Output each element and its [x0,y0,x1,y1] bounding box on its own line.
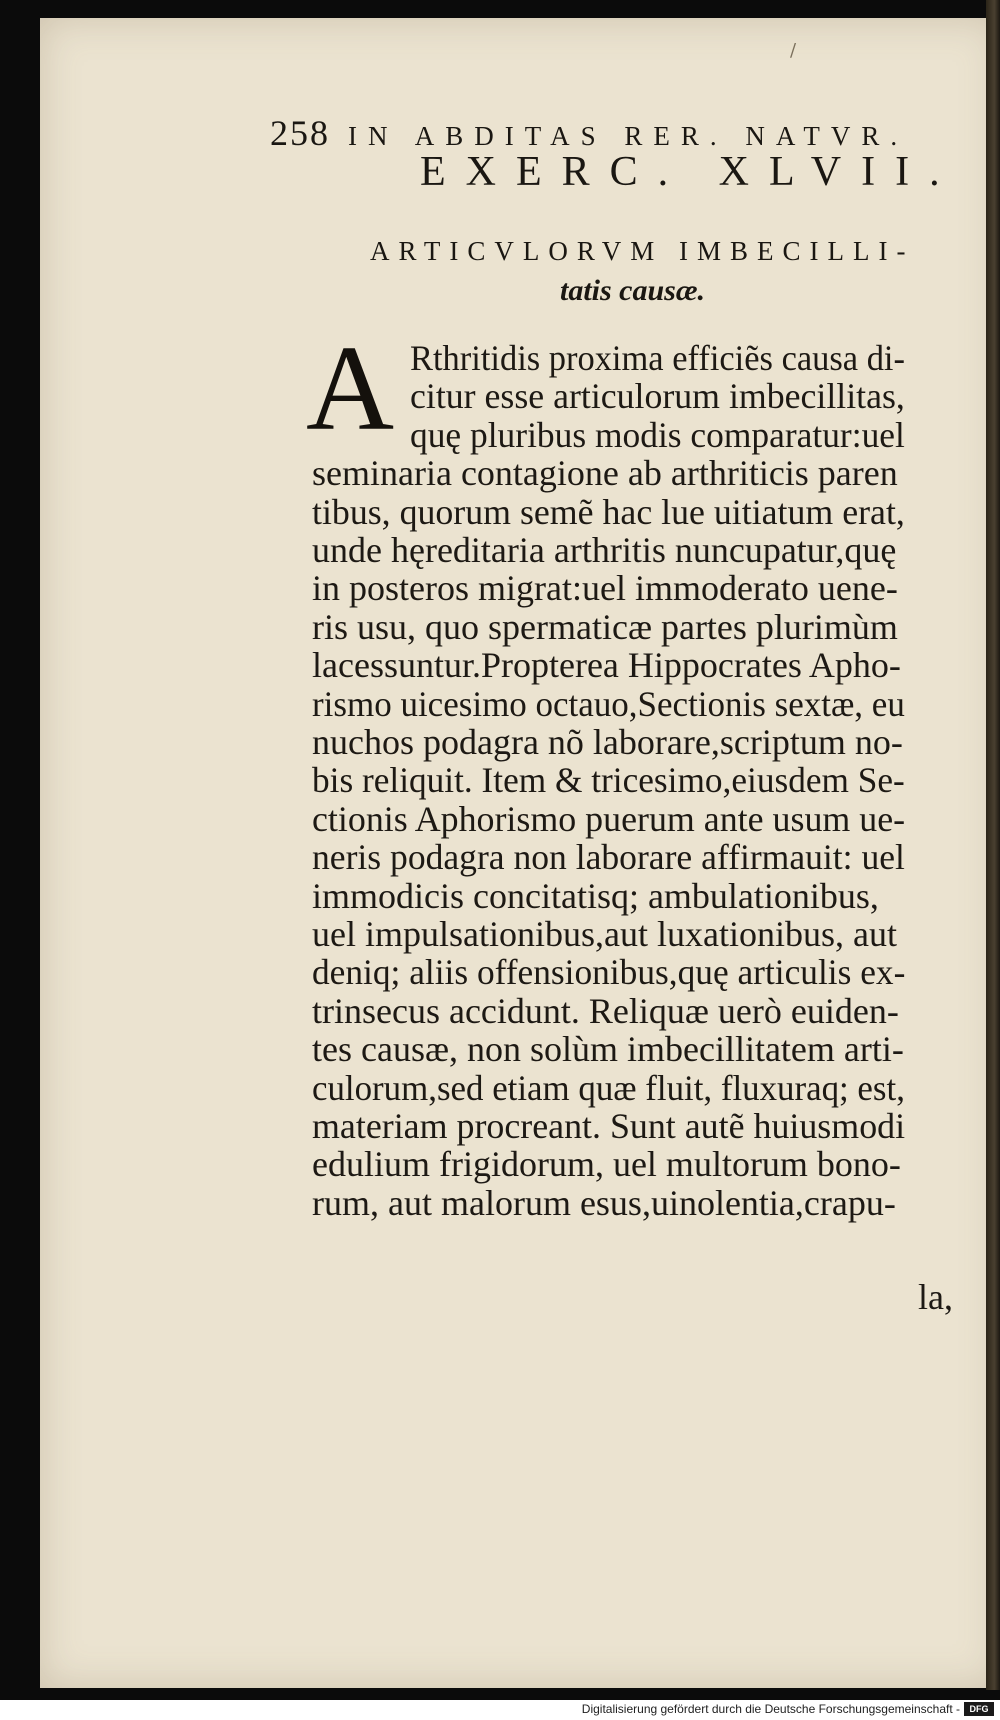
footer-credit: Digitalisierung gefördert durch die Deutsche Forschungsgemeinschaft - [581,1702,960,1716]
chapter-subtitle: tatis causæ. [560,274,706,307]
text-line: citur esse articulorum imbecillitas, [410,376,905,417]
text-line: edulium frigidorum, uel multorum bono- [312,1144,901,1185]
text-line: culorum,sed etiam quæ fluit, fluxuraq; est, [312,1067,905,1108]
text-line: trinsecus accidunt. Reliquæ uerò euiden- [312,990,899,1031]
text-line: uel impulsationibus,aut luxationibus, aut [312,914,897,954]
text-line: quę pluribus modis comparatur:uel [410,414,905,455]
text-line: in posteros migrat:uel immoderato uene- [312,568,898,609]
text-line: Rthritidis proxima efficiẽs causa di- [410,338,905,378]
text-line: immodicis concitatisq; ambulationibus, [312,875,879,916]
text-line: tes causæ, non solùm imbecillitatem arti- [312,1029,904,1070]
text-line: ctionis Aphorismo puerum ante usum ue- [312,798,906,839]
chapter-title: ARTICVLORVM IMBECILLI- [370,236,915,266]
text-line: ris usu, quo spermaticæ partes plurimùm [312,606,898,647]
text-line: rismo uicesimo octauo,Sectionis sextæ, eu [312,683,905,724]
text-line: unde hęreditaria arthritis nuncupatur,quę [312,530,897,570]
footer-bar [0,1700,1000,1720]
text-line: tibus, quorum semẽ hac lue uitiatum erat, [312,491,905,532]
running-head: IN ABDITAS RER. NATVR. [348,121,909,151]
page-number: 258 [270,113,330,153]
text-line: rum, aut malorum esus,uinolentia,crapu- [312,1182,896,1223]
pencil-mark: / [790,40,797,61]
text-line: materiam procreant. Sunt autẽ huiusmodi [312,1106,906,1146]
drop-cap: A [306,321,395,456]
page-edge [986,0,1000,1690]
text-line: deniq; aliis offensionibus,quę articulis ex- [312,952,906,993]
dfg-logo: DFG [964,1702,994,1716]
catchword: la, [918,1277,953,1317]
exercitation-heading: EXERC. XLVII. [420,149,960,195]
text-line: seminaria contagione ab arthriticis paren [312,453,898,494]
text-line: neris podagra non laborare affirmauit: uel [312,837,905,878]
text-line: lacessuntur.Propterea Hippocrates Apho- [312,645,901,686]
text-line: nuchos podagra nõ laborare,scriptum no- [312,722,903,762]
text-line: bis reliquit. Item & tricesimo,eiusdem Se- [312,760,905,801]
